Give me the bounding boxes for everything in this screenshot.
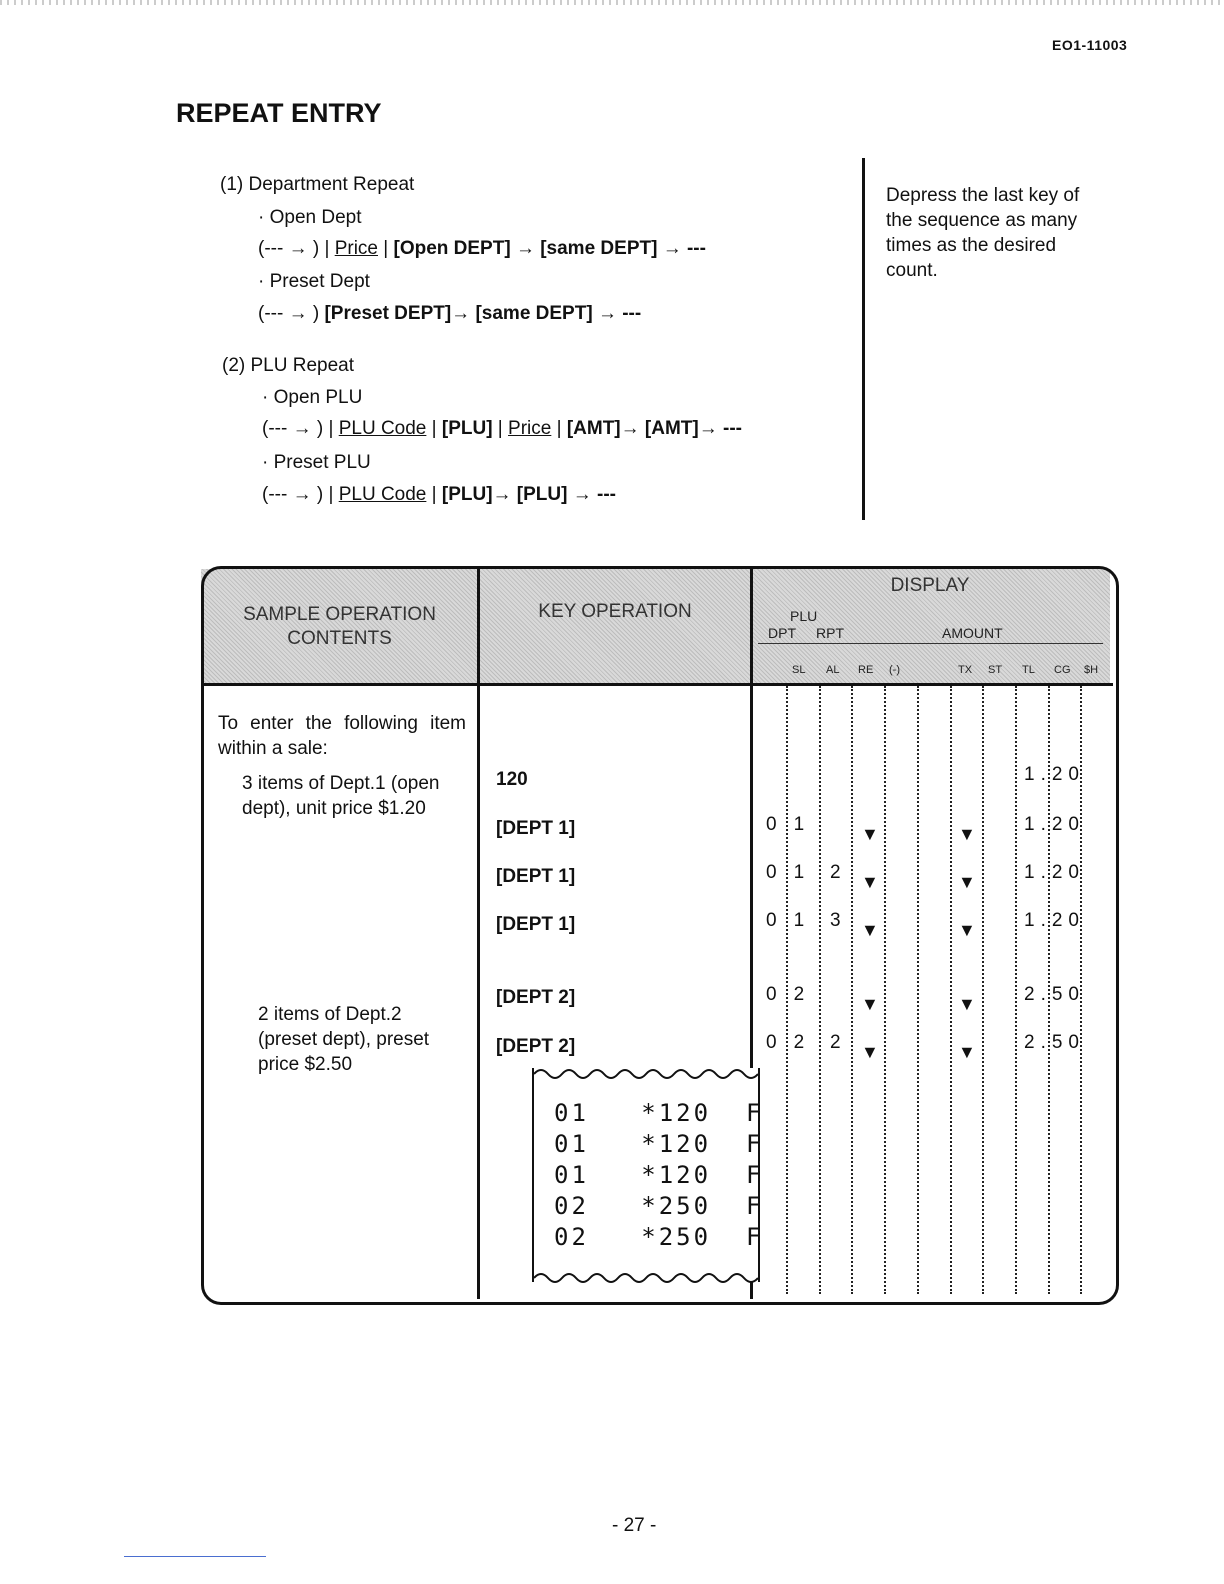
preset-plu-code: PLU Code bbox=[338, 484, 427, 505]
display-indicator-arrow: ▼ bbox=[958, 872, 976, 892]
display-rpt: 2 bbox=[830, 862, 841, 883]
display-indicator-arrow: ▼ bbox=[958, 824, 976, 844]
preset-plu-prefix: (--- → ) bbox=[262, 484, 324, 505]
indicator-tx: TX bbox=[958, 664, 973, 676]
scan-artifact bbox=[0, 0, 1224, 5]
display-rpt: 3 bbox=[830, 910, 841, 931]
indicator-tl: TL bbox=[1022, 664, 1035, 676]
key-op-row-1: 120 bbox=[496, 769, 528, 790]
display-guide bbox=[982, 686, 984, 1294]
document-id: EO1-11003 bbox=[1052, 37, 1128, 53]
header-amount: AMOUNT bbox=[942, 625, 1003, 641]
display-amount: 1.20 bbox=[1024, 910, 1085, 931]
display-indicator-arrow: ▼ bbox=[861, 872, 879, 892]
open-plu-label: · Open PLU bbox=[262, 387, 363, 408]
key-op-row-3: [DEPT 1] bbox=[496, 866, 576, 887]
display-amount: 1.20 bbox=[1024, 814, 1085, 835]
display-indicator-arrow: ▼ bbox=[861, 920, 879, 940]
column-divider-1 bbox=[477, 566, 480, 1299]
open-plu-code: PLU Code bbox=[338, 418, 427, 439]
open-dept-sequence: (--- → ) | Price | [Open DEPT] → [same DEPT] → --- bbox=[258, 238, 706, 259]
display-guide bbox=[884, 686, 886, 1294]
display-guide bbox=[950, 686, 952, 1294]
preset-plu-label: · Preset PLU bbox=[262, 452, 371, 473]
sample-item-2: 2 items of Dept.2 (preset dept), preset price $2.50 bbox=[258, 1004, 430, 1075]
receipt-tear-top bbox=[534, 1066, 758, 1082]
display-amount: 2.50 bbox=[1024, 984, 1085, 1005]
open-plu-prefix: (--- → ) bbox=[262, 418, 324, 439]
display-indicator-arrow: ▼ bbox=[958, 1042, 976, 1062]
receipt-line: 02 *250 F bbox=[554, 1223, 764, 1251]
receipt-line: 02 *250 F bbox=[554, 1192, 764, 1220]
open-dept-price: Price bbox=[334, 238, 378, 259]
key-op-row-2: [DEPT 1] bbox=[496, 818, 576, 839]
display-dpt: 02 bbox=[766, 984, 822, 1005]
display-amount: 1.20 bbox=[1024, 764, 1085, 785]
header-key-operation: KEY OPERATION bbox=[538, 601, 692, 622]
dept-repeat-heading: (1) Department Repeat bbox=[220, 174, 415, 195]
preset-plu-keys: [PLU]→ [PLU] → --- bbox=[441, 484, 617, 505]
open-dept-keys: [Open DEPT] → [same DEPT] → --- bbox=[393, 238, 706, 259]
display-rpt: 2 bbox=[830, 1032, 841, 1053]
display-guide bbox=[1015, 686, 1017, 1294]
footer-rule bbox=[124, 1556, 266, 1557]
header-rpt: RPT bbox=[816, 625, 844, 641]
preset-plu-sequence: (--- → ) | PLU Code | [PLU]→ [PLU] → --- bbox=[262, 484, 617, 505]
indicator-sh: $H bbox=[1084, 664, 1099, 676]
open-plu-sequence: (--- → ) | PLU Code | [PLU] | Price | [AMT]→ [AMT]→ --- bbox=[262, 418, 742, 439]
display-indicator-arrow: ▼ bbox=[861, 1042, 879, 1062]
header-display: DISPLAY bbox=[890, 575, 970, 596]
open-plu-key: [PLU] bbox=[441, 418, 493, 439]
open-dept-label: · Open Dept bbox=[258, 207, 362, 228]
display-amount: 2.50 bbox=[1024, 1032, 1085, 1053]
display-dpt: 01 bbox=[766, 910, 822, 931]
display-guide bbox=[851, 686, 853, 1294]
header-divider bbox=[201, 683, 1113, 686]
indicator-re: RE bbox=[858, 664, 874, 676]
page-title: REPEAT ENTRY bbox=[176, 98, 382, 128]
amount-underline bbox=[758, 643, 1103, 644]
display-dpt: 02 bbox=[766, 1032, 822, 1053]
display-amount: 1.20 bbox=[1024, 862, 1085, 883]
page-number: - 27 - bbox=[612, 1515, 657, 1536]
receipt-printout bbox=[532, 1068, 764, 1282]
open-plu-keys: [AMT]→ [AMT]→ --- bbox=[566, 418, 742, 439]
note-divider bbox=[862, 158, 865, 520]
note-text: Depress the last key of the sequence as many times as the desired count. bbox=[886, 185, 1080, 281]
key-op-row-4: [DEPT 1] bbox=[496, 914, 576, 935]
preset-dept-prefix: (--- → ) bbox=[258, 303, 320, 324]
receipt-line: 01 *120 F bbox=[554, 1130, 764, 1158]
header-sample-contents: SAMPLE OPERATION CONTENTS bbox=[243, 604, 436, 649]
display-indicator-arrow: ▼ bbox=[861, 824, 879, 844]
receipt-line: 01 *120 F bbox=[554, 1099, 764, 1127]
preset-dept-label: · Preset Dept bbox=[258, 271, 370, 292]
display-indicator-arrow: ▼ bbox=[958, 994, 976, 1014]
receipt-tear-bottom bbox=[534, 1270, 758, 1286]
receipt-line: 01 *120 F bbox=[554, 1161, 764, 1189]
sample-intro: To enter the following item within a sale: bbox=[218, 713, 466, 759]
indicator-cg: CG bbox=[1054, 664, 1071, 676]
header-dpt: DPT bbox=[768, 625, 796, 641]
open-dept-prefix: (--- → ) bbox=[258, 238, 320, 259]
display-indicator-arrow: ▼ bbox=[861, 994, 879, 1014]
header-plu: PLU bbox=[790, 608, 818, 624]
indicator-sl: SL bbox=[792, 664, 806, 676]
display-dpt: 01 bbox=[766, 814, 822, 835]
key-op-row-5: [DEPT 2] bbox=[496, 987, 576, 1008]
display-dpt: 01 bbox=[766, 862, 822, 883]
indicator-al: AL bbox=[826, 664, 840, 676]
preset-dept-sequence bbox=[258, 303, 641, 325]
sample-item-1: 3 items of Dept.1 (open dept), unit price $1.20 bbox=[242, 773, 440, 819]
display-indicator-arrow: ▼ bbox=[958, 920, 976, 940]
open-plu-price: Price bbox=[508, 418, 552, 439]
preset-dept-keys: [Preset DEPT]→ [same DEPT] → --- bbox=[324, 303, 642, 324]
indicator-minus: (-) bbox=[889, 664, 900, 676]
indicator-st: ST bbox=[988, 664, 1003, 676]
plu-repeat-heading: (2) PLU Repeat bbox=[222, 355, 355, 376]
display-guide bbox=[917, 686, 919, 1294]
key-op-row-6: [DEPT 2] bbox=[496, 1036, 576, 1057]
